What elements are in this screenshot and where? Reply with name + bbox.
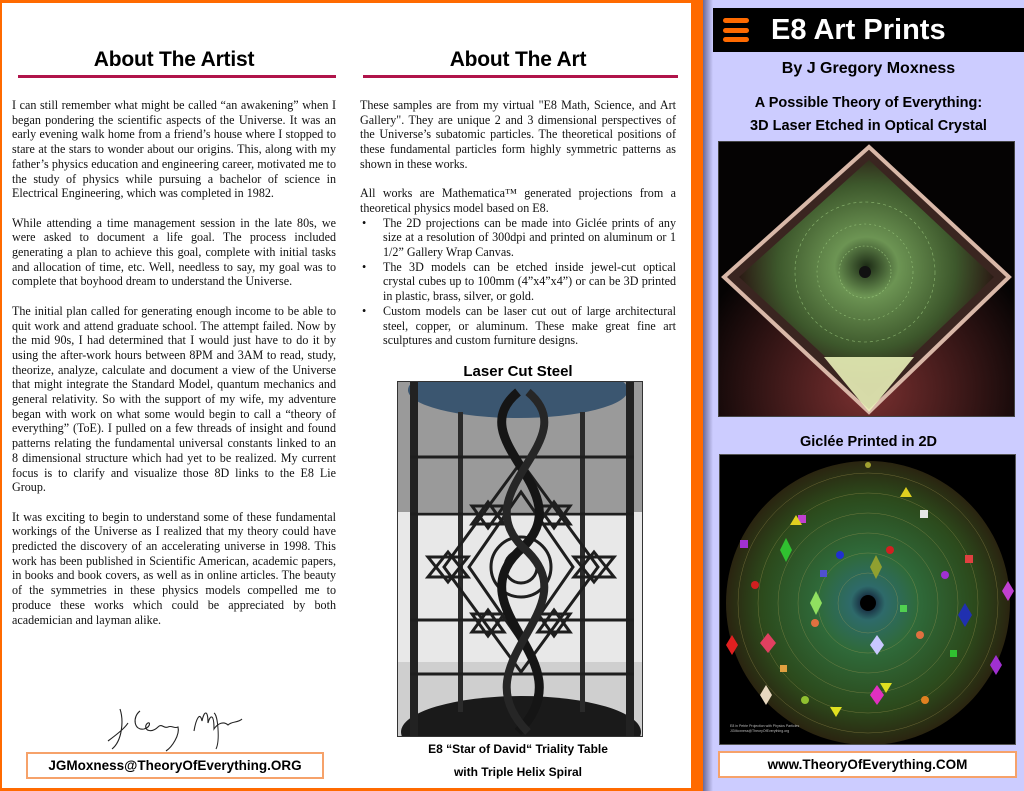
- bio-paragraph: It was exciting to begin to understand some of these fundamental workings of the Universe as I realized that my theory could have predicted the discovery of an accelerating universe in 1998. This work has been published in Scientific American, academic papers, in books and book covers, as well as in online articles. The beauty of the symmetries in these physics models compelled me to produce these works which could be appreciated by both academician and layman alike.: [12, 509, 336, 627]
- art-description: [360, 98, 676, 348]
- laser-cut-steel-title: Laser Cut Steel: [463, 363, 573, 380]
- crystal-cube-illustration: [719, 142, 1015, 417]
- brochure-cover-panel: [703, 0, 1024, 791]
- title-divider: [18, 75, 336, 78]
- list-item: • Custom models can be laser cut out of large architectural steel, copper, or aluminum. These make great fine art sculptures and custom furniture designs.: [362, 303, 676, 348]
- list-item: • The 2D projections can be made into Giclée prints of any size at a resolution of 300dpi and printed on aluminum or 1 1/2” Gallery Wrap Canvas.: [362, 215, 676, 260]
- giclee-title: Giclée Printed in 2D: [800, 434, 937, 450]
- artist-bio: [12, 98, 336, 642]
- photo-caption: E8 “Star of David“ Triality Table: [428, 742, 608, 756]
- giclee-print-image: [719, 454, 1016, 745]
- title-divider: [363, 75, 678, 78]
- about-artist-title: About The Artist: [93, 48, 255, 71]
- bio-paragraph: While attending a time management session in the late 80s, we were asked to document a life goal. The process included generating a plan to achieve this goal, complete with initial tasks and allocation of time, etc. Well, needless to say, my goal was to complete that boyhood dream to understand the Universe.: [12, 215, 336, 289]
- bio-paragraph: The initial plan called for generating enough income to be able to quit work and attend graduate school. The attempt failed. Now by the mid 90s, I had determined that I would just have to do it by using the after-work hours between 8PM and 3AM to read, study, theorize, analyze, calculate and document a view of the Universe that might integrate the Standard Model, quantum mechanics and general relativity. So with the support of my wife, my adventure began with work on what some would begin to call a “theory of everything” (ToE). I pulled on a few threads of insight and found patterns relating the fundamental universal constants linked to an 8 dimensional structure which had yet to be realized. My current focus is to clarify and visualize those 8D links to the E8 Lie Group.: [12, 303, 336, 495]
- website-link[interactable]: www.TheoryOfEverything.COM: [718, 751, 1017, 778]
- bullet-icon: •: [362, 303, 367, 318]
- hamburger-menu-icon[interactable]: [723, 18, 749, 42]
- about-artist-column: [12, 3, 336, 791]
- author-byline: By J Gregory Moxness: [781, 60, 956, 77]
- artist-email-link[interactable]: JGMoxness@TheoryOfEverything.ORG: [26, 752, 324, 779]
- bullet-icon: •: [362, 215, 367, 230]
- title-header: [713, 8, 1024, 52]
- print-watermark-caption: E8 in Petrie Projection with Physics Particles JGMoxness@TheoryOfEverything.org: [730, 724, 800, 733]
- art-options-list: [360, 216, 676, 348]
- laser-etched-crystal-photo: [718, 141, 1015, 417]
- subtitle: 3D Laser Etched in Optical Crystal: [750, 118, 987, 134]
- subtitle: A Possible Theory of Everything:: [754, 95, 983, 111]
- triality-table-illustration: [398, 382, 643, 737]
- bio-paragraph: I can still remember what might be called “an awakening” when I began pondering the scientific aspects of the Universe. It was an early evening walk home from a friend’s house where I stopped to stare at the stars to wonder about our origins. This, along with my father’s physics education and engineering career, motivated me to the study of physics while pursuing a bachelor of science in Electrical Engineering, which was completed in 1982.: [12, 98, 336, 201]
- photo-caption: with Triple Helix Spiral: [453, 765, 583, 779]
- about-art-column: [360, 3, 676, 791]
- handwritten-signature: [102, 701, 252, 753]
- about-art-title: About The Art: [449, 48, 587, 71]
- laser-cut-steel-photo: [397, 381, 643, 737]
- list-item: • The 3D models can be etched inside jewel-cut optical crystal cubes up to 100mm (4”x4”x4”) or can be 3D printed in plastic, brass, silver, or gold.: [362, 259, 676, 304]
- page-fold-divider: [691, 0, 703, 791]
- e8-petrie-projection-illustration: [720, 455, 1016, 745]
- bullet-icon: •: [362, 259, 367, 274]
- cover-title: E8 Art Prints: [771, 13, 946, 46]
- art-intro: These samples are from my virtual "E8 Math, Science, and Art Gallery". They are unique 2 and 3 dimensional perspectives of the Universe’s subatomic particles. The theoretical positions of these fundamental particles form highly symmetric patterns as shown in these works.: [360, 98, 676, 171]
- art-lead: All works are Mathematica™ generated projections from a theoretical physics model based on E8.: [360, 186, 676, 215]
